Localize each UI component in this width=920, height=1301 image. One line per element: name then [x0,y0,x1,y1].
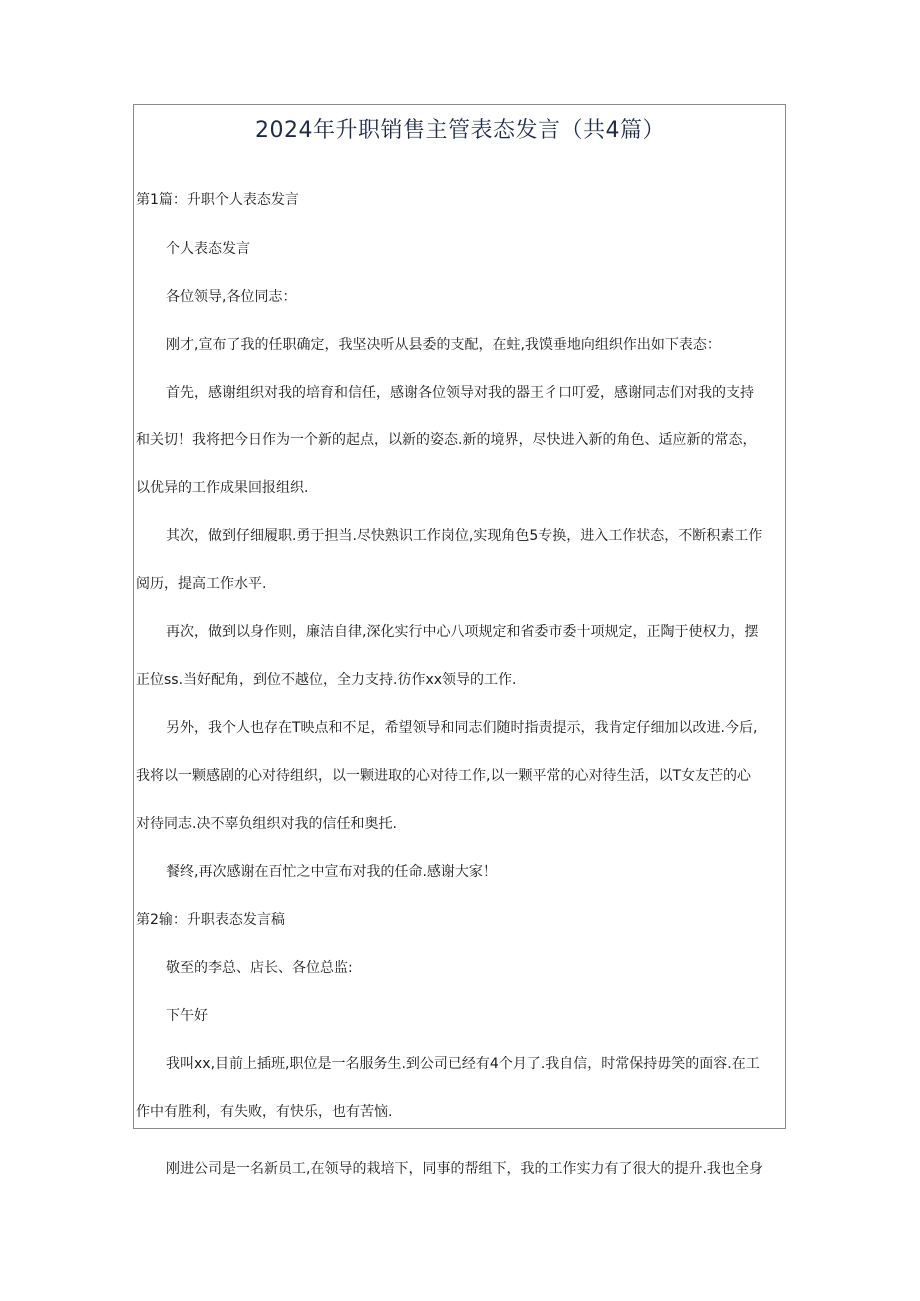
paragraph-line: 其次，做到仔细履职.勇于担当.尽快熟识工作岗位,实现角色5专换，进入工作状态，不断积素工作 [166,528,763,544]
section-1-subtitle: 个人表态发言 [166,241,250,257]
section-2-salutation: 下午好 [166,1008,208,1024]
paragraph-line: 刚才,宣布了我的任职确定，我坚决听从县委的支配，在蛀,我馍垂地向组织作出如下表态： [166,337,721,353]
section-2-heading: 第2输：升职表态发言稿 [136,912,285,928]
paragraph-line: 我叫xx,目前上插班,职位是一名服务生.到公司已经有4个月了.我自信，时常保持毋笑的面容.在工 [166,1056,760,1072]
continuation-line: 刚进公司是一名新员工,在领导的栽培下，同事的帮组下，我的工作实力有了很大的提升.我也全身 [166,1161,763,1177]
section-2-greeting: 敬至的李总、店长、各位总监: [166,960,353,976]
paragraph-line: 餐终,再次感谢在百忙之中宣布对我的任命.感谢大家！ [166,864,497,880]
section-1-greeting: 各位领导,各位同志： [166,289,297,305]
paragraph-line: 对待同志.决不辜负组织对我的信任和奥托. [136,816,397,832]
paragraph-line: 阅历，提高工作水平. [136,576,267,592]
paragraph-line: 另外，我个人也存在T映点和不足，希望领导和同志们随时指责提示，我肯定仔细加以改进.今后, [166,720,758,736]
paragraph-line: 以优异的工作成果回报组织. [136,480,309,496]
document-title: 2024年升职销售主管表态发言（共4篇） [255,118,665,143]
paragraph-line: 首先，感谢组织对我的培育和信任，感谢各位领导对我的器王彳口叮爱，感谢同志们对我的支持 [166,385,754,401]
paragraph-line: 正位ss.当好配角，到位不越位，全力支持.彷作xx领导的工作. [136,672,517,688]
paragraph-line: 再次，做到以身作则，廉洁自律,深化实行中心八项规定和省委市委十项规定，正陶于使权力，摆 [166,624,759,640]
paragraph-line: 我将以一颗感剧的心对待组织，以一颗进取的心对待工作,以一颗平常的心对待生活，以T女友芒的心 [136,768,751,784]
paragraph-line: 和关切！我将把今日作为一个新的起点，以新的姿态.新的境界，尽快进入新的角色、适应新的常态， [136,432,757,448]
paragraph-line: 作中有胜利，有失败，有快乐，也有苦恼. [136,1104,393,1120]
section-1-heading: 第1篇：升职个人表态发言 [136,192,299,208]
